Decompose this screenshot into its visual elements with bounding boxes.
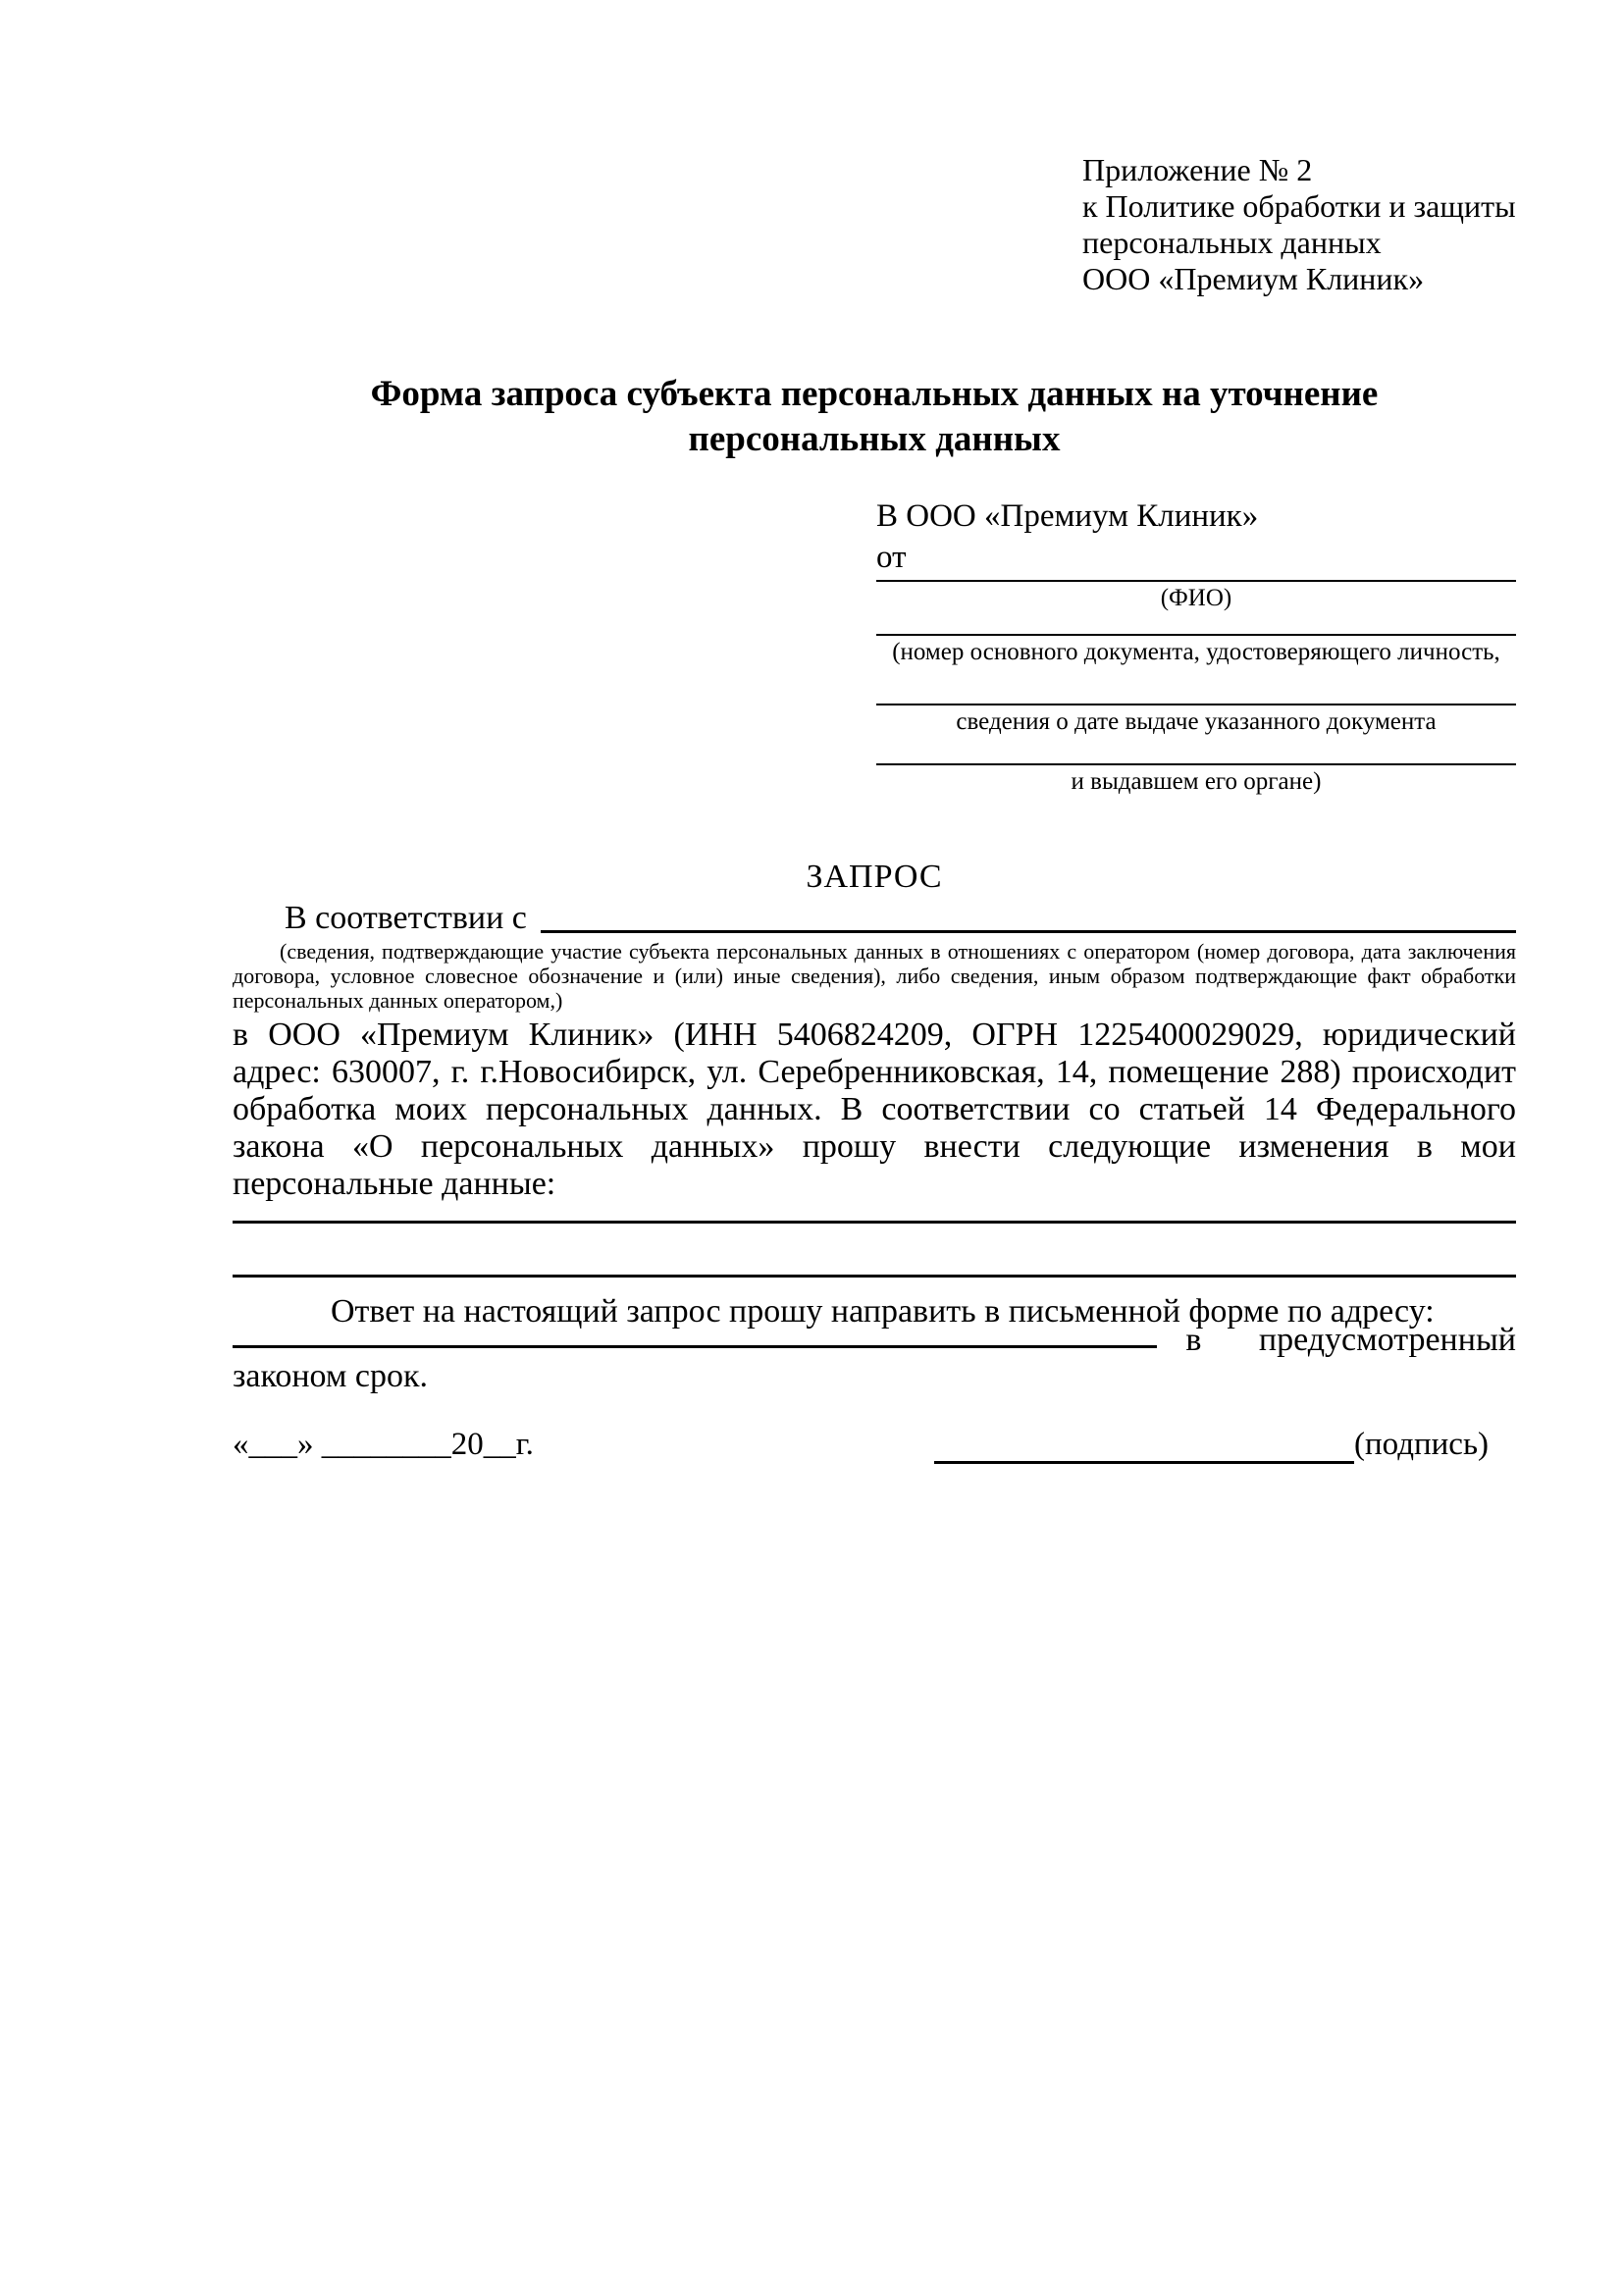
signature-caption: (подпись) bbox=[1354, 1427, 1489, 1462]
page-title bbox=[233, 372, 1516, 462]
fill-line-document-number bbox=[876, 612, 1516, 636]
document-content bbox=[233, 152, 1516, 1464]
reply-address-row bbox=[233, 1322, 1516, 1358]
fill-line-issuing-authority bbox=[876, 736, 1516, 765]
fill-line-changes-2 bbox=[233, 1224, 1516, 1278]
issue-date-caption: сведения о дате выдаче указанного документа bbox=[956, 708, 1437, 735]
annex-header-line: Приложение № 2 bbox=[1082, 152, 1313, 187]
fill-line-issue-date bbox=[876, 666, 1516, 705]
addressee-block bbox=[876, 496, 1516, 796]
reply-tail-text: в предусмотренный bbox=[1185, 1322, 1516, 1358]
page-title-line2: персональных данных bbox=[688, 419, 1061, 459]
fill-line-changes-1 bbox=[233, 1203, 1516, 1224]
reply-end-text: законом срок. bbox=[233, 1358, 428, 1394]
date-template: «___» ________20__г. bbox=[233, 1427, 534, 1462]
issuing-authority-caption: и выдавшем его органе) bbox=[1071, 768, 1322, 795]
page-title-line1: Форма запроса субъекта персональных данных на уточнение bbox=[370, 374, 1379, 414]
intro-label: В соответствии с bbox=[285, 900, 527, 936]
fio-caption: (ФИО) bbox=[1160, 585, 1232, 611]
signature-row bbox=[233, 1425, 1516, 1464]
addressee-to: В ООО «Премиум Клиник» bbox=[876, 498, 1259, 534]
intro-row bbox=[233, 898, 1516, 939]
intro-note: (сведения, подтверждающие участие субъекта персональных данных в отношениях с оператором (номер договора, дата заключения договора, условное словесное обозначение и (или) иные сведения), либо сведения, иным образом подтверждающие факт обработки персональных данных оператором,) bbox=[233, 939, 1516, 1013]
document-number-caption: (номер основного документа, удостоверяющего личность, bbox=[892, 639, 1500, 665]
signature-group bbox=[934, 1425, 1489, 1464]
annex-header-line: персональных данных bbox=[1082, 225, 1382, 260]
annex-header bbox=[1082, 152, 1516, 297]
request-heading: ЗАПРОС bbox=[806, 859, 943, 895]
fill-line-signature bbox=[934, 1432, 1354, 1464]
fill-line-basis bbox=[541, 898, 1516, 933]
reply-paragraph: Ответ на настоящий запрос прошу направить в письменной форме по адресу: bbox=[331, 1293, 1435, 1330]
request-body: в ООО «Премиум Клиник» (ИНН 5406824209, ОГРН 1225400029029, юридический адрес: 630007, г. г.Новосибирск, ул. Серебренниковская, 14, помещение 288) происходит обработка моих персональных данных. В соответствии со статьей 14 Федерального закона «О персональных данных» прошу внести следующие изменения в мои персональные данные: bbox=[233, 1017, 1516, 1202]
annex-header-line: к Политике обработки и защиты bbox=[1082, 188, 1516, 224]
fill-line-reply-address bbox=[233, 1331, 1157, 1348]
addressee-from-label: от bbox=[876, 540, 907, 575]
annex-header-line: ООО «Премиум Клиник» bbox=[1082, 261, 1425, 296]
